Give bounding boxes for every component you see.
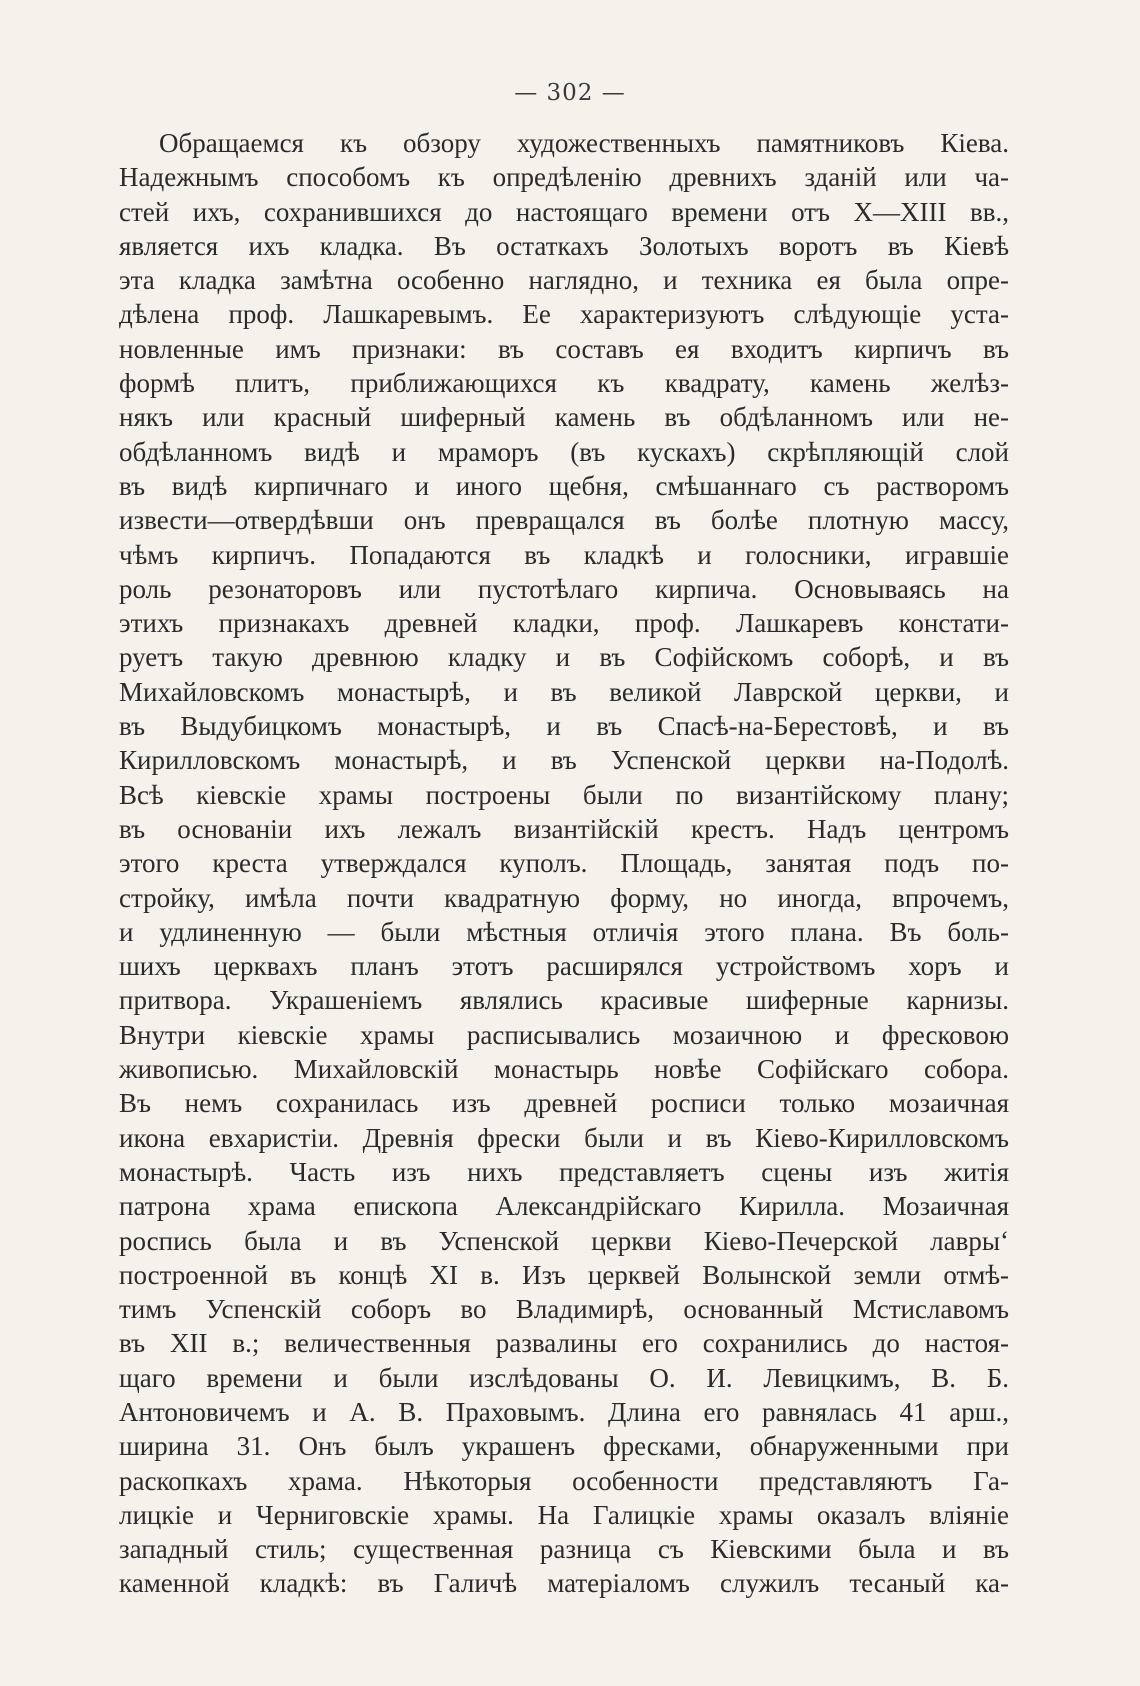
text-body bbox=[119, 126, 1009, 1601]
text-line: Въ немъ сохранилась изъ древней росписи только мозаичная bbox=[119, 1088, 1009, 1119]
text-line: каменной кладкѣ: въ Галичѣ матеріаломъ служилъ тесаный ка- bbox=[119, 1568, 1009, 1599]
text-line: Кирилловскомъ монастырѣ, и въ Успенской церкви на-Подолѣ. bbox=[119, 745, 1009, 776]
text-line: ширина 31. Онъ былъ украшенъ фресками, обнаруженными при bbox=[119, 1431, 1009, 1462]
text-line: патрона храма епископа Александрійскаго Кирилла. Мозаичная bbox=[119, 1191, 1009, 1222]
text-line: притвора. Украшеніемъ являлись красивые шиферные карнизы. bbox=[119, 985, 1009, 1016]
text-line: Обращаемся къ обзору художественныхъ памятниковъ Кіева. bbox=[159, 128, 1009, 158]
text-line: лицкіе и Черниговскіе храмы. На Галицкіе храмы оказалъ вліяніе bbox=[119, 1499, 1009, 1530]
text-line: Надежнымъ способомъ къ опредѣленію древнихъ зданій или ча- bbox=[119, 162, 1009, 193]
text-line: эта кладка замѣтна особенно наглядно, и техника ея была опре- bbox=[119, 265, 1009, 296]
text-line: обдѣланномъ видѣ и мраморъ (въ кускахъ) скрѣпляющій слой bbox=[119, 436, 1009, 467]
text-line: щаго времени и были изслѣдованы О. И. Левицкимъ, В. Б. bbox=[119, 1362, 1009, 1393]
text-line: руетъ такую древнюю кладку и въ Софійскомъ соборѣ, и въ bbox=[119, 642, 1009, 673]
text-line: монастырѣ. Часть изъ нихъ представляетъ сцены изъ житія bbox=[119, 1156, 1009, 1187]
text-line: стей ихъ, сохранившихся до настоящаго времени отъ X—XIII вв., bbox=[119, 196, 1009, 227]
text-line: въ основаніи ихъ лежалъ византійскій крестъ. Надъ центромъ bbox=[119, 813, 1009, 844]
text-line: построенной въ концѣ XI в. Изъ церквей Волынской земли отмѣ- bbox=[119, 1259, 1009, 1290]
text-line: чѣмъ кирпичъ. Попадаются въ кладкѣ и голосники, игравшіе bbox=[119, 539, 1009, 570]
text-line: стройку, имѣла почти квадратную форму, но иногда, впрочемъ, bbox=[119, 882, 1009, 913]
text-line: Внутри кіевскіе храмы расписывались мозаичною и фресковою bbox=[119, 1019, 1009, 1050]
text-line: и удлиненную — были мѣстныя отличія этого плана. Въ боль- bbox=[119, 916, 1009, 947]
text-line: этихъ признакахъ древней кладки, проф. Лашкаревъ констати- bbox=[119, 608, 1009, 639]
text-line: шихъ церквахъ планъ этотъ расширялся устройствомъ хоръ и bbox=[119, 951, 1009, 982]
text-line: роль резонаторовъ или пустотѣлаго кирпича. Основываясь на bbox=[119, 573, 1009, 604]
text-line: дѣлена проф. Лашкаревымъ. Ее характеризуютъ слѣдующіе уста- bbox=[119, 299, 1009, 330]
text-line: формѣ плитъ, приближающихся къ квадрату, камень желѣз- bbox=[119, 368, 1009, 399]
text-line: някъ или красный шиферный камень въ обдѣланномъ или не- bbox=[119, 402, 1009, 433]
text-line: тимъ Успенскій соборъ во Владимирѣ, основанный Мстиславомъ bbox=[119, 1294, 1009, 1325]
text-line: новленные имъ признаки: въ составъ ея входитъ кирпичъ въ bbox=[119, 333, 1009, 364]
page-number: — 302 — bbox=[514, 80, 626, 106]
text-line: въ XII в.; величественныя развалины его сохранились до настоя- bbox=[119, 1328, 1009, 1359]
text-line: роспись была и въ Успенской церкви Кіево-Печерской лавры‘ bbox=[119, 1225, 1009, 1256]
text-line: Антоновичемъ и А. В. Праховымъ. Длина его равнялась 41 арш., bbox=[119, 1396, 1009, 1427]
text-line: является ихъ кладка. Въ остаткахъ Золотыхъ воротъ въ Кіевѣ bbox=[119, 230, 1009, 261]
text-line: въ видѣ кирпичнаго и иного щебня, смѣшаннаго съ растворомъ bbox=[119, 470, 1009, 501]
text-line: раскопкахъ храма. Нѣкоторыя особенности представляютъ Га- bbox=[119, 1465, 1009, 1496]
text-line: въ Выдубицкомъ монастырѣ, и въ Спасѣ-на-Берестовѣ, и въ bbox=[119, 711, 1009, 742]
text-line: живописью. Михайловскій монастырь новѣе Софійскаго собора. bbox=[119, 1054, 1009, 1085]
text-line: икона евхаристіи. Древнія фрески были и въ Кіево-Кирилловскомъ bbox=[119, 1122, 1009, 1153]
text-line: западный стиль; существенная разница съ Кіевскими была и въ bbox=[119, 1534, 1009, 1565]
text-line: Михайловскомъ монастырѣ, и въ великой Лаврской церкви, и bbox=[119, 676, 1009, 707]
text-line: этого креста утверждался куполъ. Площадь, занятая подъ по- bbox=[119, 848, 1009, 879]
text-line: Всѣ кіевскіе храмы построены были по византійскому плану; bbox=[119, 779, 1009, 810]
text-line: извести—отвердѣвши онъ превращался въ болѣе плотную массу, bbox=[119, 505, 1009, 536]
